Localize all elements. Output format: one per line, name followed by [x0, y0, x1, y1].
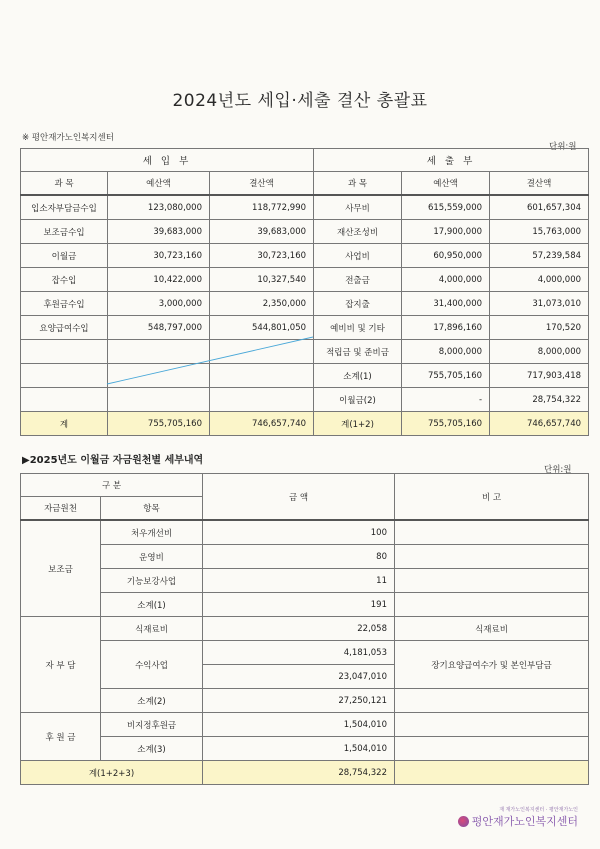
- expense-subject-cell: 사업비: [314, 244, 402, 268]
- note-cell: [395, 737, 589, 761]
- settlement-row: [21, 340, 589, 364]
- amount-header: 금 액: [203, 474, 395, 521]
- carryover-row: [21, 737, 589, 761]
- carryover-row: [21, 545, 589, 569]
- item-cell: 비지정후원금: [101, 713, 203, 737]
- stamp-small-text: 재 재가노인복지센터 · 평안재가노인: [499, 807, 578, 813]
- fund-source-cell: 후 원 금: [21, 713, 101, 761]
- settlement-table: [20, 148, 589, 436]
- settlement-row: [21, 388, 589, 412]
- income-empty-cell: [210, 388, 314, 412]
- amount-cell: 1,504,010: [203, 713, 395, 737]
- expense-subject-header: 과 목: [314, 172, 402, 196]
- income-total-label: 계: [21, 412, 108, 436]
- settlement-row: [21, 195, 589, 220]
- expense-budget-cell: 615,559,000: [402, 195, 490, 220]
- settlement-row: [21, 316, 589, 340]
- income-total-budget: 755,705,160: [108, 412, 210, 436]
- expense-budget-cell: 17,900,000: [402, 220, 490, 244]
- income-settled-cell: 544,801,050: [210, 316, 314, 340]
- expense-subject-cell: 소계(1): [314, 364, 402, 388]
- income-empty-cell: [21, 340, 108, 364]
- fund-source-cell: 자 부 담: [21, 617, 101, 713]
- carryover-row: [21, 569, 589, 593]
- income-settled-cell: 39,683,000: [210, 220, 314, 244]
- income-budget-cell: 10,422,000: [108, 268, 210, 292]
- carryover-row: [21, 593, 589, 617]
- expense-total-label: 계(1+2): [314, 412, 402, 436]
- amount-cell: 23,047,010: [203, 665, 395, 689]
- item-cell: 처우개선비: [101, 520, 203, 545]
- expense-budget-cell: 4,000,000: [402, 268, 490, 292]
- income-empty-cell: [210, 340, 314, 364]
- income-settled-cell: 30,723,160: [210, 244, 314, 268]
- settlement-row: [21, 364, 589, 388]
- carryover-total-label: 계(1+2+3): [21, 761, 203, 785]
- income-settled-cell: 2,350,000: [210, 292, 314, 316]
- expense-budget-cell: 60,950,000: [402, 244, 490, 268]
- income-budget-header: 예산액: [108, 172, 210, 196]
- settlement-row: [21, 220, 589, 244]
- item-cell: 기능보강사업: [101, 569, 203, 593]
- carryover-table-wrapper: [20, 473, 589, 785]
- note-cell: [395, 545, 589, 569]
- income-subject-header: 과 목: [21, 172, 108, 196]
- expense-header: 세 출 부: [314, 149, 589, 172]
- category-header: 구 분: [21, 474, 203, 497]
- unit-label-1: 단위:원: [549, 142, 577, 152]
- source-header: 자금원천: [21, 497, 101, 521]
- item-cell: 운영비: [101, 545, 203, 569]
- settlement-table-wrapper: [20, 148, 589, 436]
- stamp-main-text: 평안재가노인복지센터: [471, 815, 578, 828]
- income-budget-cell: 30,723,160: [108, 244, 210, 268]
- expense-budget-cell: 8,000,000: [402, 340, 490, 364]
- carryover-row: [21, 641, 589, 665]
- income-empty-cell: [108, 340, 210, 364]
- carryover-table: [20, 473, 589, 785]
- note-cell: [395, 593, 589, 617]
- income-empty-cell: [108, 364, 210, 388]
- expense-subject-cell: 전출금: [314, 268, 402, 292]
- expense-settled-cell: 601,657,304: [490, 195, 589, 220]
- expense-settled-cell: 8,000,000: [490, 340, 589, 364]
- note-cell: [395, 569, 589, 593]
- org-stamp: [458, 806, 578, 829]
- income-subject-cell: 잡수입: [21, 268, 108, 292]
- income-empty-cell: [108, 388, 210, 412]
- expense-settled-header: 결산액: [490, 172, 589, 196]
- settlement-row: [21, 292, 589, 316]
- carryover-total-amount: 28,754,322: [203, 761, 395, 785]
- expense-subject-cell: 잡지출: [314, 292, 402, 316]
- expense-subject-cell: 적립금 및 준비금: [314, 340, 402, 364]
- income-empty-cell: [21, 364, 108, 388]
- amount-cell: 27,250,121: [203, 689, 395, 713]
- expense-budget-cell: 17,896,160: [402, 316, 490, 340]
- income-subject-cell: 이월금: [21, 244, 108, 268]
- item-cell: 소계(2): [101, 689, 203, 713]
- item-cell: 소계(1): [101, 593, 203, 617]
- settlement-row: [21, 244, 589, 268]
- expense-settled-cell: 170,520: [490, 316, 589, 340]
- income-empty-cell: [21, 388, 108, 412]
- note-cell: [395, 520, 589, 545]
- income-budget-cell: 3,000,000: [108, 292, 210, 316]
- income-subject-cell: 입소자부담금수입: [21, 195, 108, 220]
- item-header: 항목: [101, 497, 203, 521]
- note-header: 비 고: [395, 474, 589, 521]
- expense-settled-cell: 4,000,000: [490, 268, 589, 292]
- expense-budget-cell: 755,705,160: [402, 364, 490, 388]
- carryover-row: [21, 617, 589, 641]
- item-cell: 소계(3): [101, 737, 203, 761]
- expense-settled-cell: 28,754,322: [490, 388, 589, 412]
- expense-budget-header: 예산액: [402, 172, 490, 196]
- expense-subject-cell: 재산조성비: [314, 220, 402, 244]
- income-subject-cell: 후원금수입: [21, 292, 108, 316]
- expense-settled-cell: 717,903,418: [490, 364, 589, 388]
- expense-total-budget: 755,705,160: [402, 412, 490, 436]
- amount-cell: 4,181,053: [203, 641, 395, 665]
- amount-cell: 191: [203, 593, 395, 617]
- income-budget-cell: 39,683,000: [108, 220, 210, 244]
- expense-settled-cell: 15,763,000: [490, 220, 589, 244]
- expense-subject-cell: 예비비 및 기타: [314, 316, 402, 340]
- income-budget-cell: 123,080,000: [108, 195, 210, 220]
- amount-cell: 100: [203, 520, 395, 545]
- income-subject-cell: 보조금수입: [21, 220, 108, 244]
- income-subject-cell: 요양급여수입: [21, 316, 108, 340]
- org-note: ※ 평안재가노인복지센터: [22, 133, 114, 143]
- income-settled-header: 결산액: [210, 172, 314, 196]
- unit-label-2: 단위:원: [544, 465, 572, 475]
- carryover-row: [21, 689, 589, 713]
- income-budget-cell: 548,797,000: [108, 316, 210, 340]
- income-total-settled: 746,657,740: [210, 412, 314, 436]
- section2-title: ▶2025년도 이월금 자금원천별 세부내역: [22, 455, 204, 466]
- expense-subject-cell: 이월금(2): [314, 388, 402, 412]
- income-settled-cell: 10,327,540: [210, 268, 314, 292]
- item-cell: 수익사업: [101, 641, 203, 689]
- carryover-row: [21, 520, 589, 545]
- expense-settled-cell: 31,073,010: [490, 292, 589, 316]
- note-cell: 장기요양급여수가 및 본인부담금: [395, 641, 589, 689]
- org-logo-icon: [458, 816, 469, 827]
- fund-source-cell: 보조금: [21, 520, 101, 617]
- note-cell: [395, 689, 589, 713]
- expense-budget-cell: -: [402, 388, 490, 412]
- carryover-total-note: [395, 761, 589, 785]
- expense-total-settled: 746,657,740: [490, 412, 589, 436]
- page-title: 2024년도 세입·세출 결산 총괄표: [172, 91, 428, 111]
- item-cell: 식재료비: [101, 617, 203, 641]
- amount-cell: 22,058: [203, 617, 395, 641]
- income-empty-cell: [210, 364, 314, 388]
- income-settled-cell: 118,772,990: [210, 195, 314, 220]
- note-cell: [395, 713, 589, 737]
- expense-budget-cell: 31,400,000: [402, 292, 490, 316]
- note-cell: 식재료비: [395, 617, 589, 641]
- settlement-row: [21, 268, 589, 292]
- expense-subject-cell: 사무비: [314, 195, 402, 220]
- expense-settled-cell: 57,239,584: [490, 244, 589, 268]
- amount-cell: 80: [203, 545, 395, 569]
- carryover-row: [21, 713, 589, 737]
- amount-cell: 11: [203, 569, 395, 593]
- income-header: 세 입 부: [21, 149, 314, 172]
- amount-cell: 1,504,010: [203, 737, 395, 761]
